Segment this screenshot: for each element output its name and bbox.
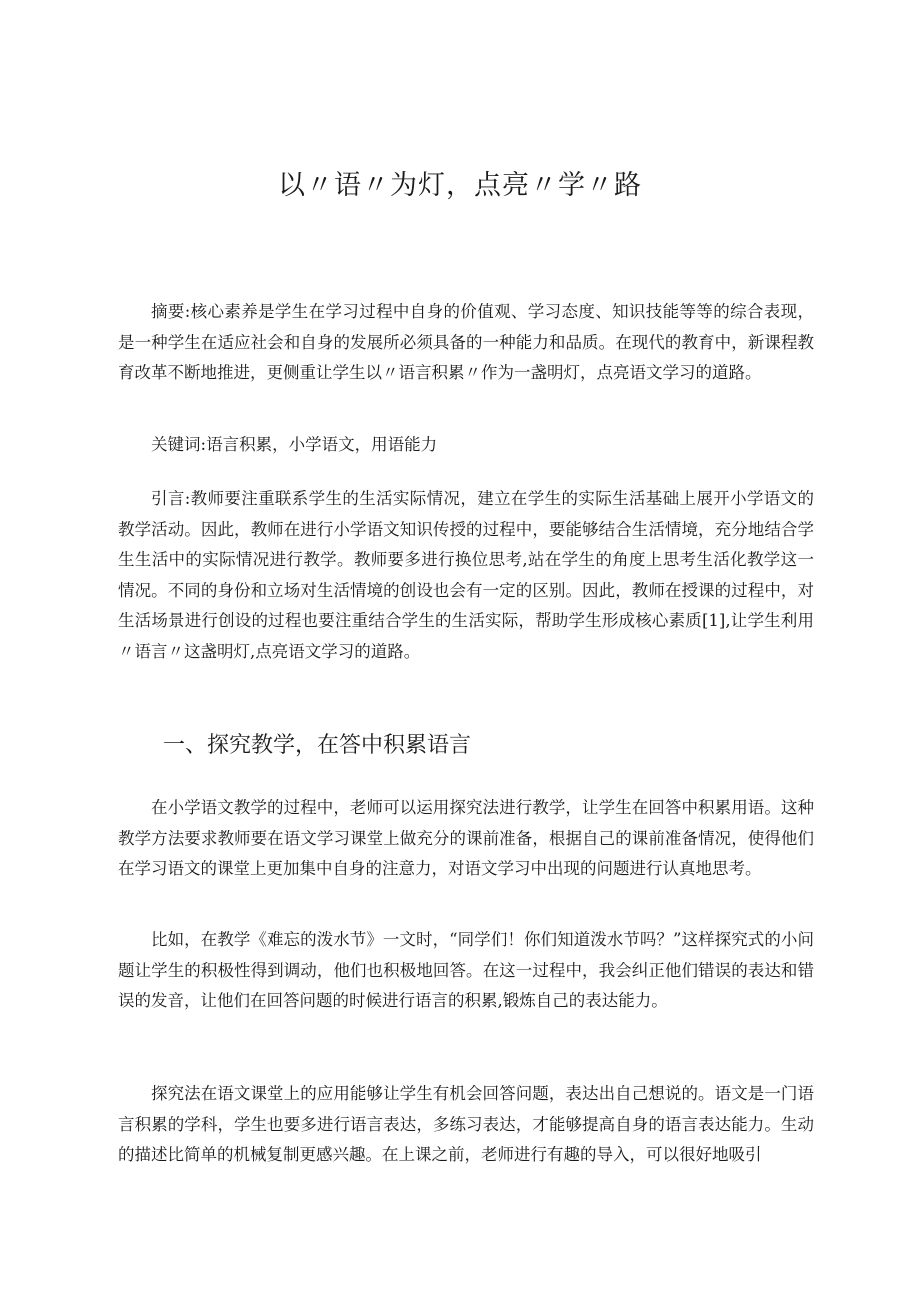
body-paragraph: 在小学语文教学的过程中，老师可以运用探究法进行教学，让学生在回答中积累用语。这种教学方法要求教师要在语文学习课堂上做充分的课前准备，根据自己的课前准备情况，使得他们在学习语文的课堂上更加集中自身的注意力，对语文学习中出现的问题进行认真地思考。 bbox=[118, 798, 814, 878]
abstract-text: 核心素养是学生在学习过程中自身的价值观、学习态度、知识技能等等的综合表现，是一种学生在适应社会和自身的发展所必须具备的一种能力和品质。在现代的教育中，新课程教育改革不断地推进，更侧重让学生以〃语言积累〃作为一盏明灯，点亮语文学习的道路。 bbox=[118, 302, 815, 382]
body-paragraph: 比如，在教学《难忘的泼水节》一文时，“同学们！你们知道泼水节吗？”这样探究式的小问题让学生的积极性得到调动，他们也积极地回答。在这一过程中，我会纠正他们错误的表达和错误的发音，让他们在回答问题的时候进行语言的积累,锻炼自己的表达能力。 bbox=[118, 930, 814, 1010]
introduction-paragraph bbox=[118, 484, 814, 667]
section-heading: 一、探究教学，在答中积累语言 bbox=[163, 733, 472, 758]
keywords-paragraph bbox=[118, 430, 814, 461]
body-paragraph: 探究法在语文课堂上的应用能够让学生有机会回答问题，表达出自己想说的。语文是一门语言积累的学科，学生也要多进行语言表达，多练习表达，才能够提高自身的语言表达能力。生动的描述比简单的机械复制更感兴趣。在上课之前，老师进行有趣的导入，可以很好地吸引 bbox=[118, 1084, 814, 1164]
document-title: 以〃语〃为灯，点亮〃学〃路 bbox=[278, 170, 642, 201]
introduction-text: 教师要注重联系学生的生活实际情况，建立在学生的实际生活基础上展开小学语文的教学活动。因此，教师在进行小学语文知识传授的过程中，要能够结合生活情境，充分地结合学生生活中的实际情况进行教学。教师要多进行换位思考,站在学生的角度上思考生活化教学这一情况。不同的身份和立场对生活情境的创设也会有一定的区别。因此，教师在授课的过程中，对生活场景进行创设的过程也要注重结合学生的生活实际，帮助学生形成核心素质[1],让学生利用〃语言〃这盏明灯,点亮语文学习的道路。 bbox=[118, 489, 815, 661]
abstract-paragraph bbox=[118, 297, 814, 389]
keywords-text: 语言积累，小学语文，用语能力 bbox=[206, 435, 438, 454]
introduction-label: 引言: bbox=[151, 489, 191, 508]
abstract-label: 摘要: bbox=[151, 302, 191, 321]
keywords-label: 关键词: bbox=[151, 435, 207, 454]
